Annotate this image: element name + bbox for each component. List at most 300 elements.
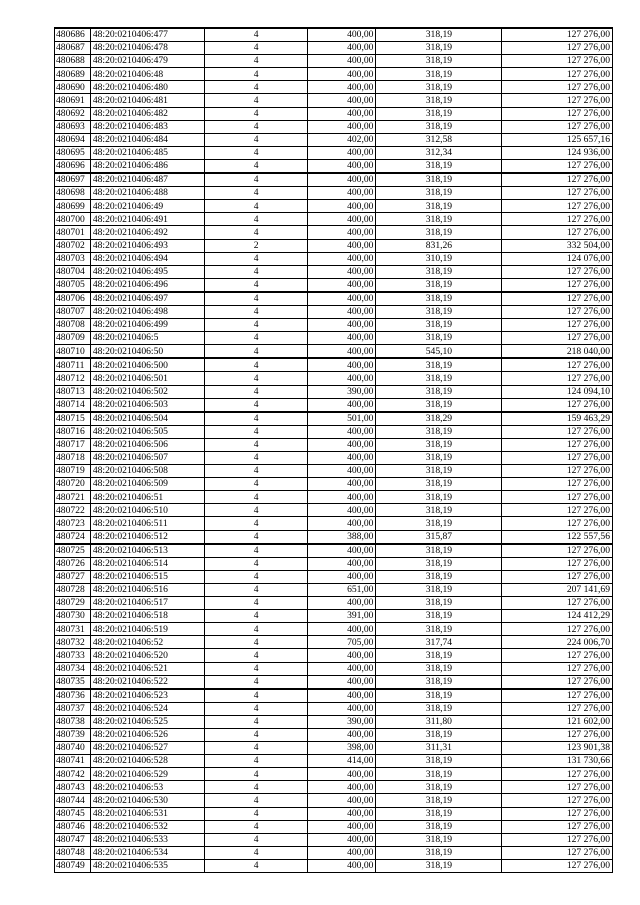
group-number: 4: [205, 319, 307, 332]
cadastral-value: 127 276,00: [502, 292, 613, 306]
specific-value: 310,19: [376, 252, 502, 265]
cadastral-number: 48:20:0210406:502: [90, 385, 205, 398]
specific-value: 318,19: [376, 702, 502, 715]
row-number: 480720: [55, 478, 91, 491]
cadastral-value: 127 276,00: [502, 465, 613, 478]
table-row: [55, 146, 613, 159]
cadastral-number: 48:20:0210406:484: [90, 133, 205, 146]
table-row: [55, 345, 613, 359]
cadastral-number: 48:20:0210406:50: [90, 345, 205, 359]
specific-value: 318,19: [376, 68, 502, 81]
group-number: 4: [205, 504, 307, 517]
specific-value: 318,19: [376, 675, 502, 689]
row-number: 480740: [55, 742, 91, 755]
cadastral-value: 127 276,00: [502, 597, 613, 610]
table-row: [55, 649, 613, 662]
cadastral-number: 48:20:0210406:535: [90, 859, 205, 872]
cadastral-value: 127 276,00: [502, 833, 613, 846]
area-value: 400,00: [307, 557, 376, 570]
area-value: 501,00: [307, 412, 376, 426]
row-number: 480706: [55, 292, 91, 306]
area-value: 400,00: [307, 702, 376, 715]
cadastral-number: 48:20:0210406:497: [90, 292, 205, 306]
area-value: 400,00: [307, 81, 376, 94]
group-number: 4: [205, 768, 307, 781]
area-value: 400,00: [307, 159, 376, 173]
cadastral-number: 48:20:0210406:506: [90, 438, 205, 451]
group-number: 4: [205, 68, 307, 81]
cadastral-number: 48:20:0210406:514: [90, 557, 205, 570]
table-row: [55, 372, 613, 385]
specific-value: 318,19: [376, 159, 502, 173]
group-number: 4: [205, 200, 307, 213]
cadastral-number: 48:20:0210406:512: [90, 530, 205, 544]
group-number: 4: [205, 820, 307, 833]
cadastral-value: 127 276,00: [502, 846, 613, 859]
area-value: 400,00: [307, 517, 376, 530]
cadastral-number: 48:20:0210406:523: [90, 689, 205, 703]
table-row: [55, 833, 613, 846]
table-row: [55, 265, 613, 278]
group-number: 4: [205, 398, 307, 412]
area-value: 400,00: [307, 833, 376, 846]
group-number: 4: [205, 781, 307, 794]
row-number: 480722: [55, 504, 91, 517]
cadastral-number: 48:20:0210406:481: [90, 94, 205, 107]
row-number: 480725: [55, 544, 91, 558]
area-value: 400,00: [307, 213, 376, 226]
table-row: [55, 504, 613, 517]
area-value: 400,00: [307, 597, 376, 610]
specific-value: 318,19: [376, 557, 502, 570]
row-number: 480704: [55, 265, 91, 278]
cadastral-value-table: [54, 27, 613, 873]
row-number: 480707: [55, 305, 91, 318]
specific-value: 318,19: [376, 187, 502, 200]
cadastral-number: 48:20:0210406:485: [90, 146, 205, 159]
group-number: 4: [205, 623, 307, 636]
cadastral-number: 48:20:0210406:495: [90, 265, 205, 278]
specific-value: 318,19: [376, 278, 502, 292]
cadastral-value: 127 276,00: [502, 358, 613, 372]
group-number: 4: [205, 610, 307, 623]
area-value: 400,00: [307, 28, 376, 42]
cadastral-value: 127 276,00: [502, 68, 613, 81]
cadastral-number: 48:20:0210406:504: [90, 412, 205, 426]
specific-value: 318,19: [376, 807, 502, 820]
cadastral-number: 48:20:0210406:529: [90, 768, 205, 781]
area-value: 400,00: [307, 226, 376, 239]
group-number: 4: [205, 28, 307, 42]
cadastral-number: 48:20:0210406:532: [90, 820, 205, 833]
specific-value: 318,19: [376, 662, 502, 675]
cadastral-value: 125 657,16: [502, 133, 613, 146]
group-number: 4: [205, 570, 307, 583]
table-row: [55, 452, 613, 465]
cadastral-number: 48:20:0210406:503: [90, 398, 205, 412]
cadastral-value: 127 276,00: [502, 623, 613, 636]
cadastral-number: 48:20:0210406:487: [90, 173, 205, 187]
cadastral-value: 127 276,00: [502, 728, 613, 741]
table-row: [55, 610, 613, 623]
row-number: 480716: [55, 425, 91, 438]
cadastral-number: 48:20:0210406:479: [90, 55, 205, 68]
specific-value: 318,19: [376, 358, 502, 372]
specific-value: 318,19: [376, 728, 502, 741]
table-row: [55, 55, 613, 68]
cadastral-value: 127 276,00: [502, 570, 613, 583]
specific-value: 315,87: [376, 530, 502, 544]
group-number: 4: [205, 252, 307, 265]
row-number: 480694: [55, 133, 91, 146]
table-row: [55, 478, 613, 491]
cadastral-value: 127 276,00: [502, 398, 613, 412]
specific-value: 317,74: [376, 636, 502, 649]
row-number: 480688: [55, 55, 91, 68]
specific-value: 318,19: [376, 42, 502, 55]
table-row: [55, 358, 613, 372]
table-row: [55, 530, 613, 544]
area-value: 390,00: [307, 715, 376, 728]
row-number: 480731: [55, 623, 91, 636]
cadastral-number: 48:20:0210406:531: [90, 807, 205, 820]
specific-value: 318,19: [376, 610, 502, 623]
specific-value: 318,19: [376, 385, 502, 398]
cadastral-value: 127 276,00: [502, 794, 613, 807]
cadastral-value: 127 276,00: [502, 504, 613, 517]
cadastral-number: 48:20:0210406:486: [90, 159, 205, 173]
table-row: [55, 292, 613, 306]
row-number: 480749: [55, 859, 91, 872]
table-row: [55, 81, 613, 94]
group-number: 4: [205, 715, 307, 728]
cadastral-number: 48:20:0210406:522: [90, 675, 205, 689]
group-number: 4: [205, 187, 307, 200]
specific-value: 311,31: [376, 742, 502, 755]
row-number: 480746: [55, 820, 91, 833]
cadastral-value: 207 141,69: [502, 583, 613, 596]
table-row: [55, 846, 613, 859]
cadastral-value: 127 276,00: [502, 662, 613, 675]
table-row: [55, 107, 613, 120]
table-row: [55, 68, 613, 81]
cadastral-number: 48:20:0210406:501: [90, 372, 205, 385]
table-row: [55, 859, 613, 872]
table-row: [55, 28, 613, 42]
cadastral-value: 127 276,00: [502, 55, 613, 68]
table-row: [55, 159, 613, 173]
area-value: 400,00: [307, 504, 376, 517]
specific-value: 318,19: [376, 292, 502, 306]
row-number: 480733: [55, 649, 91, 662]
specific-value: 318,19: [376, 94, 502, 107]
table-row: [55, 755, 613, 768]
table-row: [55, 728, 613, 741]
group-number: 2: [205, 239, 307, 252]
table-row: [55, 807, 613, 820]
specific-value: 311,80: [376, 715, 502, 728]
area-value: 400,00: [307, 675, 376, 689]
cadastral-value: 127 276,00: [502, 478, 613, 491]
area-value: 400,00: [307, 794, 376, 807]
area-value: 400,00: [307, 305, 376, 318]
cadastral-value: 127 276,00: [502, 120, 613, 133]
specific-value: 318,19: [376, 305, 502, 318]
area-value: 400,00: [307, 94, 376, 107]
area-value: 400,00: [307, 332, 376, 345]
specific-value: 318,19: [376, 398, 502, 412]
cadastral-value: 124 094,10: [502, 385, 613, 398]
row-number: 480711: [55, 358, 91, 372]
cadastral-value: 127 276,00: [502, 372, 613, 385]
row-number: 480744: [55, 794, 91, 807]
group-number: 4: [205, 544, 307, 558]
group-number: 4: [205, 728, 307, 741]
row-number: 480721: [55, 491, 91, 504]
table-row: [55, 213, 613, 226]
group-number: 4: [205, 213, 307, 226]
table-row: [55, 94, 613, 107]
row-number: 480739: [55, 728, 91, 741]
group-number: 4: [205, 794, 307, 807]
table-body: [55, 28, 613, 873]
group-number: 4: [205, 133, 307, 146]
row-number: 480730: [55, 610, 91, 623]
area-value: 400,00: [307, 491, 376, 504]
cadastral-number: 48:20:0210406:510: [90, 504, 205, 517]
area-value: 400,00: [307, 292, 376, 306]
cadastral-value: 127 276,00: [502, 675, 613, 689]
cadastral-value: 218 040,00: [502, 345, 613, 359]
specific-value: 318,19: [376, 504, 502, 517]
table-row: [55, 226, 613, 239]
group-number: 4: [205, 662, 307, 675]
cadastral-value: 127 276,00: [502, 107, 613, 120]
cadastral-value: 127 276,00: [502, 81, 613, 94]
row-number: 480701: [55, 226, 91, 239]
area-value: 400,00: [307, 358, 376, 372]
cadastral-number: 48:20:0210406:49: [90, 200, 205, 213]
cadastral-value: 127 276,00: [502, 452, 613, 465]
table-row: [55, 742, 613, 755]
cadastral-number: 48:20:0210406:516: [90, 583, 205, 596]
table-row: [55, 332, 613, 345]
row-number: 480718: [55, 452, 91, 465]
group-number: 4: [205, 689, 307, 703]
row-number: 480724: [55, 530, 91, 544]
area-value: 400,00: [307, 42, 376, 55]
specific-value: 318,19: [376, 846, 502, 859]
cadastral-value: 127 276,00: [502, 557, 613, 570]
specific-value: 318,19: [376, 794, 502, 807]
cadastral-number: 48:20:0210406:513: [90, 544, 205, 558]
cadastral-value: 127 276,00: [502, 213, 613, 226]
area-value: 400,00: [307, 319, 376, 332]
row-number: 480686: [55, 28, 91, 42]
row-number: 480737: [55, 702, 91, 715]
specific-value: 318,19: [376, 755, 502, 768]
row-number: 480743: [55, 781, 91, 794]
cadastral-number: 48:20:0210406:5: [90, 332, 205, 345]
cadastral-number: 48:20:0210406:525: [90, 715, 205, 728]
table-row: [55, 702, 613, 715]
table-row: [55, 768, 613, 781]
table-row: [55, 636, 613, 649]
row-number: 480699: [55, 200, 91, 213]
cadastral-number: 48:20:0210406:519: [90, 623, 205, 636]
specific-value: 318,19: [376, 200, 502, 213]
area-value: 400,00: [307, 689, 376, 703]
group-number: 4: [205, 173, 307, 187]
table-row: [55, 662, 613, 675]
specific-value: 318,19: [376, 820, 502, 833]
row-number: 480727: [55, 570, 91, 583]
group-number: 4: [205, 42, 307, 55]
area-value: 400,00: [307, 200, 376, 213]
table-row: [55, 794, 613, 807]
cadastral-value: 127 276,00: [502, 649, 613, 662]
cadastral-number: 48:20:0210406:511: [90, 517, 205, 530]
cadastral-value: 127 276,00: [502, 781, 613, 794]
area-value: 400,00: [307, 570, 376, 583]
group-number: 4: [205, 846, 307, 859]
group-number: 4: [205, 81, 307, 94]
row-number: 480715: [55, 412, 91, 426]
row-number: 480745: [55, 807, 91, 820]
group-number: 4: [205, 425, 307, 438]
cadastral-value: 127 276,00: [502, 94, 613, 107]
row-number: 480726: [55, 557, 91, 570]
table-row: [55, 412, 613, 426]
cadastral-number: 48:20:0210406:520: [90, 649, 205, 662]
group-number: 4: [205, 859, 307, 872]
row-number: 480710: [55, 345, 91, 359]
cadastral-value: 127 276,00: [502, 702, 613, 715]
specific-value: 318,19: [376, 623, 502, 636]
cadastral-value: 127 276,00: [502, 544, 613, 558]
cadastral-value: 127 276,00: [502, 319, 613, 332]
cadastral-value: 127 276,00: [502, 305, 613, 318]
table-row: [55, 675, 613, 689]
specific-value: 318,19: [376, 517, 502, 530]
specific-value: 318,19: [376, 107, 502, 120]
specific-value: 318,19: [376, 372, 502, 385]
cadastral-number: 48:20:0210406:500: [90, 358, 205, 372]
area-value: 400,00: [307, 107, 376, 120]
specific-value: 318,19: [376, 438, 502, 451]
row-number: 480738: [55, 715, 91, 728]
cadastral-number: 48:20:0210406:477: [90, 28, 205, 42]
cadastral-number: 48:20:0210406:507: [90, 452, 205, 465]
specific-value: 318,19: [376, 689, 502, 703]
cadastral-number: 48:20:0210406:518: [90, 610, 205, 623]
table-row: [55, 465, 613, 478]
row-number: 480692: [55, 107, 91, 120]
area-value: 400,00: [307, 623, 376, 636]
area-value: 400,00: [307, 728, 376, 741]
group-number: 4: [205, 675, 307, 689]
cadastral-value: 127 276,00: [502, 820, 613, 833]
table-row: [55, 425, 613, 438]
table-row: [55, 517, 613, 530]
group-number: 4: [205, 332, 307, 345]
area-value: 400,00: [307, 478, 376, 491]
area-value: 400,00: [307, 173, 376, 187]
cadastral-value: 124 076,00: [502, 252, 613, 265]
table-row: [55, 557, 613, 570]
cadastral-number: 48:20:0210406:498: [90, 305, 205, 318]
specific-value: 318,19: [376, 452, 502, 465]
table-row: [55, 173, 613, 187]
specific-value: 318,19: [376, 491, 502, 504]
area-value: 390,00: [307, 385, 376, 398]
table-row: [55, 305, 613, 318]
cadastral-value: 127 276,00: [502, 200, 613, 213]
specific-value: 318,19: [376, 465, 502, 478]
table-row: [55, 438, 613, 451]
area-value: 400,00: [307, 662, 376, 675]
specific-value: 318,19: [376, 583, 502, 596]
group-number: 4: [205, 345, 307, 359]
table-row: [55, 278, 613, 292]
group-number: 4: [205, 755, 307, 768]
group-number: 4: [205, 583, 307, 596]
specific-value: 318,29: [376, 412, 502, 426]
group-number: 4: [205, 491, 307, 504]
group-number: 4: [205, 372, 307, 385]
group-number: 4: [205, 55, 307, 68]
cadastral-value: 127 276,00: [502, 28, 613, 42]
group-number: 4: [205, 465, 307, 478]
specific-value: 318,19: [376, 544, 502, 558]
row-number: 480696: [55, 159, 91, 173]
cadastral-number: 48:20:0210406:508: [90, 465, 205, 478]
specific-value: 318,19: [376, 55, 502, 68]
area-value: 400,00: [307, 146, 376, 159]
specific-value: 318,19: [376, 859, 502, 872]
group-number: 4: [205, 438, 307, 451]
row-number: 480700: [55, 213, 91, 226]
specific-value: 318,19: [376, 332, 502, 345]
cadastral-value: 123 901,38: [502, 742, 613, 755]
table-row: [55, 385, 613, 398]
area-value: 400,00: [307, 820, 376, 833]
row-number: 480695: [55, 146, 91, 159]
cadastral-value: 127 276,00: [502, 226, 613, 239]
area-value: 398,00: [307, 742, 376, 755]
specific-value: 318,19: [376, 213, 502, 226]
area-value: 651,00: [307, 583, 376, 596]
area-value: 400,00: [307, 425, 376, 438]
row-number: 480734: [55, 662, 91, 675]
area-value: 400,00: [307, 398, 376, 412]
cadastral-number: 48:20:0210406:515: [90, 570, 205, 583]
group-number: 4: [205, 557, 307, 570]
group-number: 4: [205, 597, 307, 610]
cadastral-value: 127 276,00: [502, 159, 613, 173]
area-value: 400,00: [307, 278, 376, 292]
cadastral-value: 127 276,00: [502, 425, 613, 438]
cadastral-value: 122 557,56: [502, 530, 613, 544]
row-number: 480719: [55, 465, 91, 478]
area-value: 400,00: [307, 807, 376, 820]
group-number: 4: [205, 649, 307, 662]
group-number: 4: [205, 226, 307, 239]
cadastral-value: 332 504,00: [502, 239, 613, 252]
table-row: [55, 239, 613, 252]
group-number: 4: [205, 530, 307, 544]
group-number: 4: [205, 742, 307, 755]
